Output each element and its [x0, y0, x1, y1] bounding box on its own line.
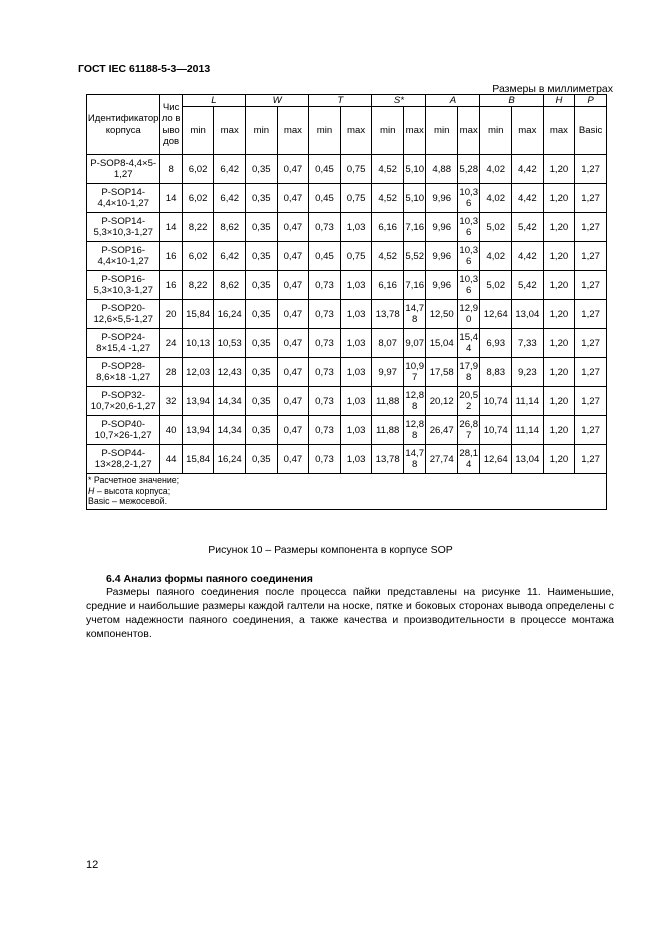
subheader-cell: max: [214, 107, 246, 155]
value-cell: 17,98: [458, 358, 480, 387]
group-header: L: [182, 95, 245, 107]
value-cell: 4,42: [512, 155, 544, 184]
value-cell: 1,03: [340, 329, 372, 358]
subheader-cell: min: [372, 107, 404, 155]
value-cell: 5,42: [512, 271, 544, 300]
value-cell: 0,47: [277, 271, 309, 300]
subheader-cell: min: [309, 107, 341, 155]
value-cell: 4,02: [480, 155, 512, 184]
value-cell: 20,12: [426, 387, 458, 416]
value-cell: 13,78: [372, 300, 404, 329]
group-header: B: [480, 95, 543, 107]
value-cell: 4,02: [480, 242, 512, 271]
value-cell: 1,27: [575, 445, 607, 474]
lead-count-cell: 44: [160, 445, 182, 474]
value-cell: 12,03: [182, 358, 214, 387]
table-row: [87, 416, 607, 445]
value-cell: 10,36: [458, 184, 480, 213]
table-row: [87, 387, 607, 416]
value-cell: 10,74: [480, 387, 512, 416]
value-cell: 4,52: [372, 242, 404, 271]
value-cell: 27,74: [426, 445, 458, 474]
lead-count-cell: 14: [160, 184, 182, 213]
value-cell: 13,94: [182, 387, 214, 416]
value-cell: 5,52: [403, 242, 425, 271]
value-cell: 13,78: [372, 445, 404, 474]
value-cell: 1,03: [340, 416, 372, 445]
value-cell: 6,02: [182, 242, 214, 271]
figure-caption: Рисунок 10 – Размеры компонента в корпусе SOP: [208, 544, 453, 556]
value-cell: 15,44: [458, 329, 480, 358]
group-header: P: [575, 95, 607, 107]
value-cell: 0,75: [340, 155, 372, 184]
value-cell: 1,27: [575, 242, 607, 271]
value-cell: 0,75: [340, 184, 372, 213]
value-cell: 10,74: [480, 416, 512, 445]
subheader-cell: max: [458, 107, 480, 155]
value-cell: 7,33: [512, 329, 544, 358]
value-cell: 20,52: [458, 387, 480, 416]
value-cell: 1,20: [543, 213, 575, 242]
value-cell: 16,24: [214, 300, 246, 329]
group-header: A: [426, 95, 480, 107]
value-cell: 28,14: [458, 445, 480, 474]
value-cell: 1,27: [575, 329, 607, 358]
value-cell: 6,42: [214, 242, 246, 271]
value-cell: 12,64: [480, 445, 512, 474]
value-cell: 14,34: [214, 387, 246, 416]
value-cell: 10,97: [403, 358, 425, 387]
subheader-cell: min: [246, 107, 278, 155]
value-cell: 0,73: [309, 416, 341, 445]
value-cell: 0,35: [246, 213, 278, 242]
value-cell: 0,35: [246, 387, 278, 416]
group-header: S*: [372, 95, 426, 107]
package-id-cell: P-SOP20-12,6×5,5-1,27: [87, 300, 160, 329]
value-cell: 4,02: [480, 184, 512, 213]
value-cell: 6,93: [480, 329, 512, 358]
note-text: – высота корпуса;: [96, 485, 171, 496]
value-cell: 1,27: [575, 271, 607, 300]
value-cell: 1,03: [340, 300, 372, 329]
lead-count-cell: 8: [160, 155, 182, 184]
value-cell: 14,34: [214, 416, 246, 445]
table-notes: [87, 474, 607, 510]
value-cell: 0,47: [277, 387, 309, 416]
value-cell: 7,16: [403, 271, 425, 300]
value-cell: 10,36: [458, 213, 480, 242]
value-cell: 15,84: [182, 300, 214, 329]
subheader-cell: min: [426, 107, 458, 155]
value-cell: 1,03: [340, 213, 372, 242]
package-id-cell: P-SOP8-4,4×5-1,27: [87, 155, 160, 184]
note-symbol: H: [88, 485, 95, 496]
value-cell: 6,02: [182, 184, 214, 213]
body-paragraph: Размеры паяного соединения после процесса пайки представлены на рисунке 11. Наименьшие, средние и наибольшие размеры каждой галтели на носке, пятке и боковых сторонах вывода определены с учетом надежности паяного соединения, а также качества и производительности в процессе монтажа компонентов.: [86, 586, 614, 640]
value-cell: 0,73: [309, 445, 341, 474]
package-id-cell: P-SOP32-10,7×20,6-1,27: [87, 387, 160, 416]
value-cell: 8,07: [372, 329, 404, 358]
value-cell: 12,88: [403, 416, 425, 445]
value-cell: 12,90: [458, 300, 480, 329]
value-cell: 0,35: [246, 445, 278, 474]
subheader-cell: max: [403, 107, 425, 155]
value-cell: 1,20: [543, 184, 575, 213]
table-row: [87, 271, 607, 300]
value-cell: 10,36: [458, 271, 480, 300]
value-cell: 0,35: [246, 416, 278, 445]
value-cell: 1,27: [575, 155, 607, 184]
value-cell: 0,35: [246, 271, 278, 300]
value-cell: 8,22: [182, 271, 214, 300]
value-cell: 10,36: [458, 242, 480, 271]
section-title: 6.4 Анализ формы паяного соединения: [106, 573, 313, 585]
value-cell: 14,78: [403, 445, 425, 474]
value-cell: 5,02: [480, 213, 512, 242]
value-cell: 16,24: [214, 445, 246, 474]
table-row: [87, 329, 607, 358]
group-header: T: [309, 95, 372, 107]
table-row: [87, 213, 607, 242]
value-cell: 5,10: [403, 155, 425, 184]
value-cell: 9,96: [426, 213, 458, 242]
table-row: [87, 184, 607, 213]
package-id-cell: P-SOP14-5,3×10,3-1,27: [87, 213, 160, 242]
value-cell: 12,64: [480, 300, 512, 329]
count-column-header: Число выводов: [160, 95, 182, 155]
value-cell: 0,47: [277, 416, 309, 445]
value-cell: 1,20: [543, 300, 575, 329]
table-row: [87, 358, 607, 387]
value-cell: 0,47: [277, 358, 309, 387]
package-id-cell: P-SOP44-13×28,2-1,27: [87, 445, 160, 474]
value-cell: 5,42: [512, 213, 544, 242]
value-cell: 0,35: [246, 184, 278, 213]
value-cell: 0,35: [246, 358, 278, 387]
value-cell: 13,04: [512, 445, 544, 474]
value-cell: 0,73: [309, 358, 341, 387]
value-cell: 5,02: [480, 271, 512, 300]
value-cell: 1,03: [340, 445, 372, 474]
value-cell: 0,47: [277, 213, 309, 242]
value-cell: 26,47: [426, 416, 458, 445]
subheader-cell: max: [340, 107, 372, 155]
lead-count-cell: 28: [160, 358, 182, 387]
value-cell: 1,03: [340, 271, 372, 300]
lead-count-cell: 32: [160, 387, 182, 416]
value-cell: 12,43: [214, 358, 246, 387]
value-cell: 0,35: [246, 242, 278, 271]
value-cell: 8,62: [214, 213, 246, 242]
id-column-header: Идентификатор корпуса: [87, 95, 160, 155]
value-cell: 0,45: [309, 184, 341, 213]
package-id-cell: P-SOP16-4,4×10-1,27: [87, 242, 160, 271]
group-header: W: [246, 95, 309, 107]
value-cell: 9,96: [426, 242, 458, 271]
value-cell: 0,47: [277, 300, 309, 329]
value-cell: 9,97: [372, 358, 404, 387]
value-cell: 1,20: [543, 387, 575, 416]
page-number: 12: [86, 859, 99, 871]
value-cell: 0,73: [309, 329, 341, 358]
units-note: Размеры в миллиметрах: [492, 83, 613, 95]
value-cell: 9,07: [403, 329, 425, 358]
value-cell: 1,20: [543, 242, 575, 271]
value-cell: 1,20: [543, 416, 575, 445]
value-cell: 11,14: [512, 416, 544, 445]
note-line: [88, 486, 605, 497]
value-cell: 7,16: [403, 213, 425, 242]
document-header: ГОСТ IEC 61188-5-3—2013: [78, 63, 211, 75]
value-cell: 1,20: [543, 329, 575, 358]
package-id-cell: P-SOP40-10,7×26-1,27: [87, 416, 160, 445]
value-cell: 9,96: [426, 184, 458, 213]
value-cell: 0,75: [340, 242, 372, 271]
value-cell: 0,47: [277, 329, 309, 358]
value-cell: 12,50: [426, 300, 458, 329]
value-cell: 0,47: [277, 184, 309, 213]
value-cell: 9,96: [426, 271, 458, 300]
value-cell: 11,88: [372, 416, 404, 445]
value-cell: 4,42: [512, 184, 544, 213]
value-cell: 6,16: [372, 271, 404, 300]
value-cell: 9,23: [512, 358, 544, 387]
note-line: Basic – межосевой.: [88, 496, 168, 507]
value-cell: 15,04: [426, 329, 458, 358]
value-cell: 26,87: [458, 416, 480, 445]
value-cell: 13,94: [182, 416, 214, 445]
value-cell: 6,02: [182, 155, 214, 184]
value-cell: 6,16: [372, 213, 404, 242]
value-cell: 1,20: [543, 155, 575, 184]
dimensions-table: [86, 94, 607, 510]
value-cell: 0,73: [309, 300, 341, 329]
lead-count-cell: 24: [160, 329, 182, 358]
value-cell: 1,27: [575, 387, 607, 416]
lead-count-cell: 14: [160, 213, 182, 242]
value-cell: 4,52: [372, 184, 404, 213]
value-cell: 0,35: [246, 300, 278, 329]
table-row: [87, 300, 607, 329]
value-cell: 14,78: [403, 300, 425, 329]
value-cell: 1,20: [543, 271, 575, 300]
value-cell: 0,45: [309, 242, 341, 271]
lead-count-cell: 20: [160, 300, 182, 329]
subheader-cell: max: [512, 107, 544, 155]
value-cell: 0,73: [309, 213, 341, 242]
value-cell: 0,47: [277, 242, 309, 271]
group-header: H: [543, 95, 575, 107]
table-body: [87, 155, 607, 474]
package-id-cell: P-SOP24-8×15,4 -1,27: [87, 329, 160, 358]
value-cell: 1,03: [340, 358, 372, 387]
value-cell: 0,35: [246, 155, 278, 184]
value-cell: 0,35: [246, 329, 278, 358]
package-id-cell: P-SOP28-8,6×18 -1,27: [87, 358, 160, 387]
value-cell: 0,47: [277, 445, 309, 474]
value-cell: 5,10: [403, 184, 425, 213]
note-line: * Расчетное значение;: [88, 475, 180, 486]
value-cell: 17,58: [426, 358, 458, 387]
table-row: [87, 445, 607, 474]
value-cell: 8,83: [480, 358, 512, 387]
lead-count-cell: 16: [160, 271, 182, 300]
value-cell: 1,27: [575, 184, 607, 213]
value-cell: 0,45: [309, 155, 341, 184]
value-cell: 4,88: [426, 155, 458, 184]
value-cell: 1,03: [340, 387, 372, 416]
value-cell: 11,88: [372, 387, 404, 416]
value-cell: 0,47: [277, 155, 309, 184]
subheader-cell: min: [480, 107, 512, 155]
subheader-cell: max: [543, 107, 575, 155]
value-cell: 10,13: [182, 329, 214, 358]
value-cell: 8,22: [182, 213, 214, 242]
lead-count-cell: 16: [160, 242, 182, 271]
table-row: [87, 242, 607, 271]
package-id-cell: P-SOP16-5,3×10,3-1,27: [87, 271, 160, 300]
value-cell: 15,84: [182, 445, 214, 474]
value-cell: 4,52: [372, 155, 404, 184]
value-cell: 13,04: [512, 300, 544, 329]
value-cell: 0,73: [309, 387, 341, 416]
value-cell: 12,88: [403, 387, 425, 416]
value-cell: 1,27: [575, 300, 607, 329]
value-cell: 8,62: [214, 271, 246, 300]
value-cell: 5,28: [458, 155, 480, 184]
value-cell: 1,27: [575, 416, 607, 445]
value-cell: 1,27: [575, 358, 607, 387]
value-cell: 1,20: [543, 445, 575, 474]
table-row: [87, 155, 607, 184]
value-cell: 10,53: [214, 329, 246, 358]
value-cell: 1,27: [575, 213, 607, 242]
value-cell: 4,42: [512, 242, 544, 271]
value-cell: 1,20: [543, 358, 575, 387]
value-cell: 6,42: [214, 184, 246, 213]
subheader-cell: max: [277, 107, 309, 155]
lead-count-cell: 40: [160, 416, 182, 445]
package-id-cell: P-SOP14-4,4×10-1,27: [87, 184, 160, 213]
value-cell: 0,73: [309, 271, 341, 300]
subheader-cell: Basic: [575, 107, 607, 155]
value-cell: 6,42: [214, 155, 246, 184]
value-cell: 11,14: [512, 387, 544, 416]
subheader-cell: min: [182, 107, 214, 155]
